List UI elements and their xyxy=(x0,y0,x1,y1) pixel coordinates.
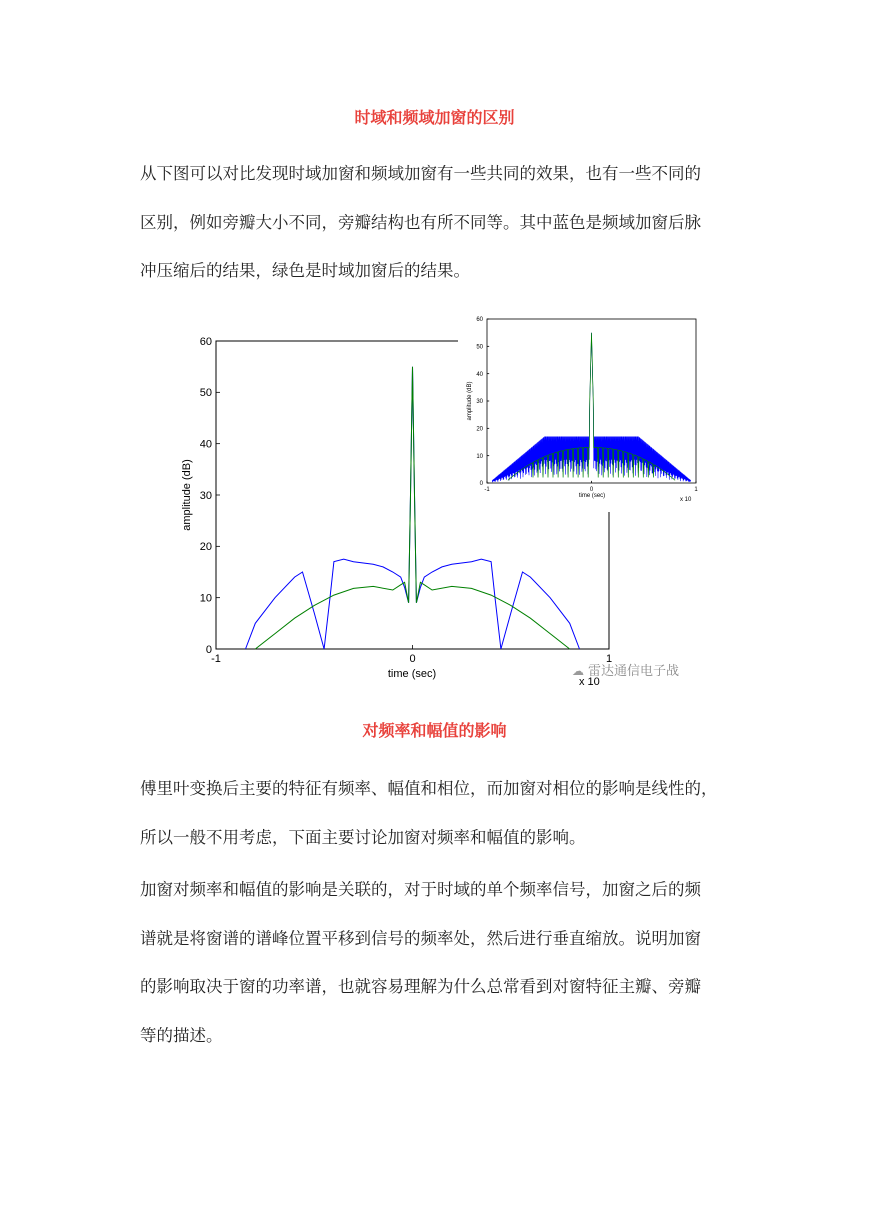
inset-x-tick-label: -1 xyxy=(484,487,490,493)
inset-y-tick-label: 0 xyxy=(479,481,483,488)
section-title-time-vs-frequency: 时域和频域加窗的区别 xyxy=(354,108,515,127)
inset-y-tick-label: 30 xyxy=(476,399,483,406)
comparison-figure xyxy=(170,308,710,700)
inset-y-tick-label: 20 xyxy=(476,426,483,433)
main-y-axis-label: amplitude (dB) xyxy=(181,459,193,531)
main-x-tick-label: 1 xyxy=(605,653,613,665)
paragraph-window-effect xyxy=(140,866,740,1060)
main-y-tick-label: 60 xyxy=(199,335,212,348)
watermark xyxy=(572,663,679,679)
inset-x-exponent-label: x 10 xyxy=(680,497,692,503)
text-line: 等的描述。 xyxy=(140,1025,223,1045)
main-y-tick-label: 0 xyxy=(205,643,212,656)
text-line: 所以一般不用考虑，下面主要讨论加窗对频率和幅值的影响。 xyxy=(140,827,586,847)
paragraph-phase xyxy=(140,765,740,862)
inset-x-tick-label: 1 xyxy=(694,487,698,493)
inset-y-tick-label: 50 xyxy=(476,344,483,351)
inset-y-tick-label: 40 xyxy=(476,371,483,378)
watermark-text: 雷达通信电子战 xyxy=(588,664,680,679)
main-y-tick-label: 20 xyxy=(199,541,212,554)
main-y-tick-label: 10 xyxy=(199,592,212,605)
inset-y-tick-label: 10 xyxy=(476,453,483,460)
main-x-tick-label: 0 xyxy=(409,653,416,665)
text-line: 傅里叶变换后主要的特征有频率、幅值和相位，而加窗对相位的影响是线性的， xyxy=(140,779,718,798)
inset-y-axis-label: amplitude (dB) xyxy=(467,381,473,421)
text-line: 从下图可以对比发现时域加窗和频域加窗有一些共同的效果，也有一些不同的 xyxy=(140,164,701,183)
main-x-exponent-label: x 10 xyxy=(579,676,600,688)
inset-x-axis-label: time (sec) xyxy=(578,493,606,499)
inset-chart xyxy=(458,312,710,512)
wechat-icon: ☁ xyxy=(572,664,584,678)
main-y-tick-label: 30 xyxy=(199,489,212,502)
text-line: 冲压缩后的结果，绿色是时域加窗后的结果。 xyxy=(140,261,470,280)
text-line: 的影响取决于窗的功率谱，也就容易理解为什么总常看到对窗特征主瓣、旁瓣 xyxy=(140,977,701,996)
text-line: 谱就是将窗谱的谱峰位置平移到信号的频率处，然后进行垂直缩放。说明加窗 xyxy=(140,928,701,948)
inset-x-tick-label: 0 xyxy=(589,487,594,493)
paragraph-intro xyxy=(140,150,740,296)
main-x-tick-label: -1 xyxy=(211,653,221,665)
section-title-frequency-amplitude: 对频率和幅值的影响 xyxy=(362,721,507,740)
text-line: 区别，例如旁瓣大小不同，旁瓣结构也有所不同等。其中蓝色是频域加窗后脉 xyxy=(140,212,701,232)
main-x-axis-label: time (sec) xyxy=(387,668,437,680)
inset-y-tick-label: 60 xyxy=(476,317,483,324)
main-y-tick-label: 40 xyxy=(199,438,212,451)
main-y-tick-label: 50 xyxy=(199,387,212,400)
text-line: 加窗对频率和幅值的影响是关联的，对于时域的单个频率信号，加窗之后的频 xyxy=(140,880,701,899)
